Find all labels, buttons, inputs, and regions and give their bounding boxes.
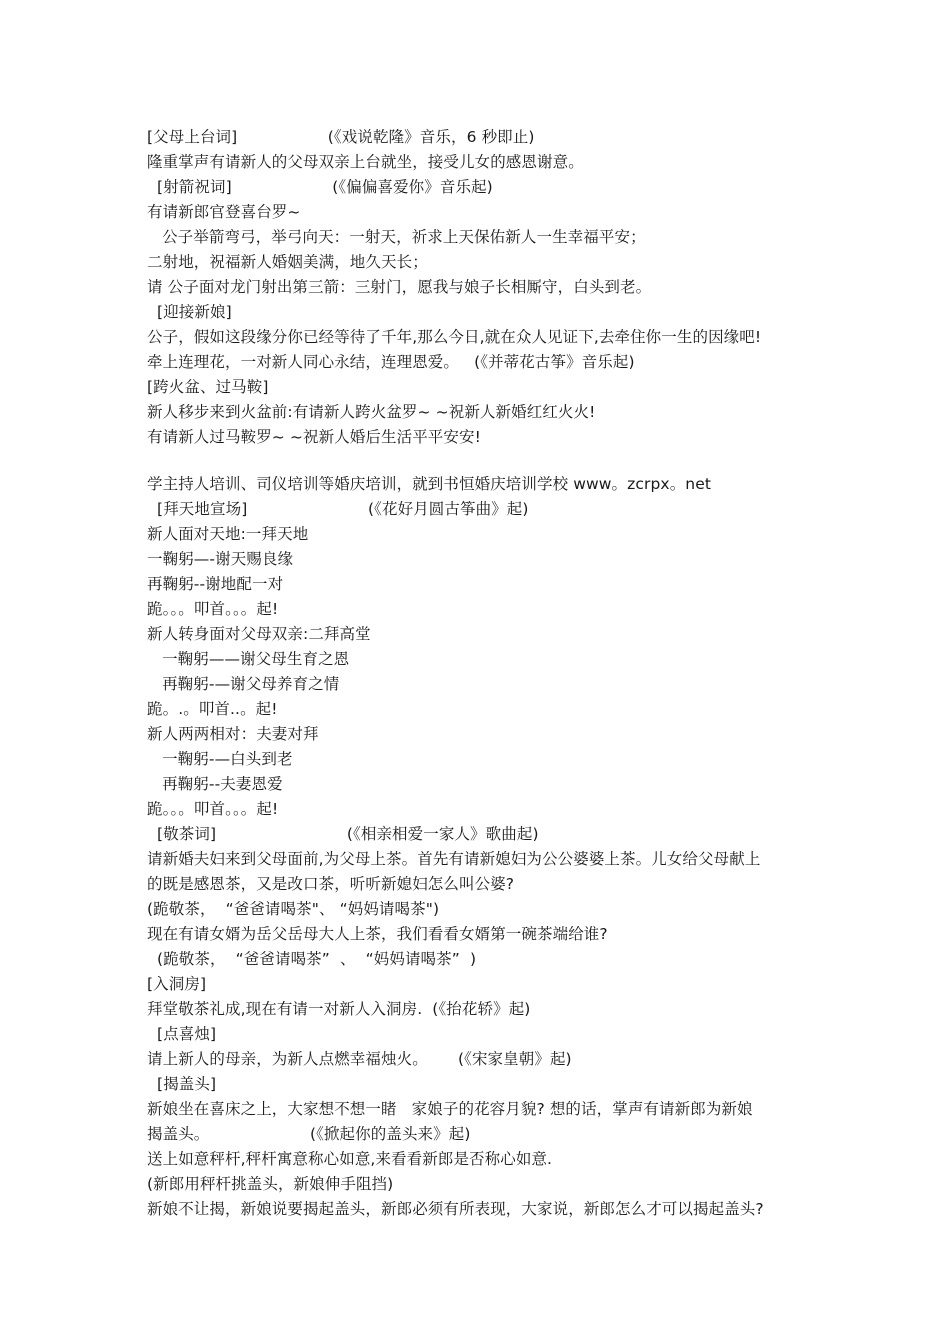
text-line: 再鞠躬-—谢父母养育之情: [147, 675, 340, 693]
text-line: 一鞠躬—-谢天赐良缘: [147, 550, 294, 568]
text-line: (新郎用秤杆挑盖头，新娘伸手阻挡): [147, 1175, 394, 1193]
text-line: 隆重掌声有请新人的父母双亲上台就坐，接受儿女的感恩谢意。: [147, 153, 584, 171]
text-line: 公子，假如这段缘分你已经等待了千年,那么今日,就在众人见证下,去牵住你一生的因缘吧!: [147, 328, 762, 346]
text-line: 学主持人培训、司仪培训等婚庆培训，就到书恒婚庆培训学校 www。zcrpx。net: [147, 475, 712, 493]
text-line: 有请新人过马鞍罗~ ~祝新人婚后生活平平安安!: [147, 428, 481, 446]
text-line: 现在有请女婿为岳父岳母大人上茶，我们看看女婿第一碗茶端给谁?: [147, 925, 608, 943]
text-line: [跨火盆、过马鞍]: [147, 378, 269, 396]
text-line: [点喜烛]: [147, 1025, 217, 1043]
text-line: [揭盖头]: [147, 1075, 217, 1093]
text-line: 一鞠躬——谢父母生育之恩: [147, 650, 350, 668]
text-line: 揭盖头。 (《掀起你的盖头来》起): [147, 1125, 471, 1143]
text-line: 再鞠躬--谢地配一对: [147, 575, 284, 593]
text-line: 的既是感恩茶，又是改口茶，听听新媳妇怎么叫公婆?: [147, 875, 515, 893]
text-line: 请新婚夫妇来到父母面前,为父母上茶。首先有请新媳妇为公公婆婆上茶。儿女给父母献上: [147, 850, 761, 868]
text-line: 二射地，祝福新人婚姻美满，地久天长；: [147, 253, 428, 271]
text-line: 公子举箭弯弓，举弓向天：一射天，祈求上天保佑新人一生幸福平安；: [147, 228, 646, 246]
text-line: 新娘坐在喜床之上，大家想不想一睹 家娘子的花容月貌? 想的话，掌声有请新郎为新娘: [147, 1100, 753, 1118]
text-line: 新人两两相对：夫妻对拜: [147, 725, 319, 743]
text-line: [敬茶词] (《相亲相爱一家人》歌曲起): [147, 825, 539, 843]
text-line: (跪敬茶， “爸爸请喝茶” 、 “妈妈请喝茶” ): [147, 950, 477, 968]
text-line: 有请新郎官登喜台罗~: [147, 203, 301, 221]
text-line: [父母上台词] (《戏说乾隆》音乐，6 秒即止): [147, 128, 535, 146]
text-line: [拜天地宣场] (《花好月圆古筝曲》起): [147, 500, 529, 518]
text-line: [入洞房]: [147, 975, 207, 993]
text-line: 跪。。。叩首。。。起!: [147, 600, 279, 618]
text-line: 跪。.。叩首..。起!: [147, 700, 278, 718]
text-line: 新人面对天地:一拜天地: [147, 525, 309, 543]
text-line: 新人移步来到火盆前:有请新人跨火盆罗~ ~祝新人新婚红红火火!: [147, 403, 596, 421]
text-line: 拜堂敬茶礼成,现在有请一对新人入洞房. (《抬花轿》起): [147, 1000, 531, 1018]
text-line: 新人转身面对父母双亲:二拜高堂: [147, 625, 371, 643]
text-line: [射箭祝词] (《偏偏喜爱你》音乐起): [147, 178, 493, 196]
text-line: 送上如意秤杆,秤杆寓意称心如意,来看看新郎是否称心如意.: [147, 1150, 553, 1168]
text-line: (跪敬茶， “爸爸请喝茶"、 “妈妈请喝茶"): [147, 900, 440, 918]
text-line: 一鞠躬-—白头到老: [147, 750, 293, 768]
text-line: 请 公子面对龙门射出第三箭：三射门，愿我与娘子长相厮守，白头到老。: [147, 278, 652, 296]
text-line: 再鞠躬--夫妻恩爱: [147, 775, 283, 793]
text-line: 新娘不让揭，新娘说要揭起盖头，新郎必须有所表现，大家说，新郎怎么才可以揭起盖头?: [147, 1200, 764, 1218]
text-line: [迎接新娘]: [147, 303, 232, 321]
text-line: 请上新人的母亲，为新人点燃幸福烛火。 (《宋家皇朝》起): [147, 1050, 572, 1068]
text-line: 牵上连理花，一对新人同心永结，连理恩爱。 (《并蒂花古筝》音乐起): [147, 353, 635, 371]
text-line: 跪。。。叩首。。。起!: [147, 800, 279, 818]
